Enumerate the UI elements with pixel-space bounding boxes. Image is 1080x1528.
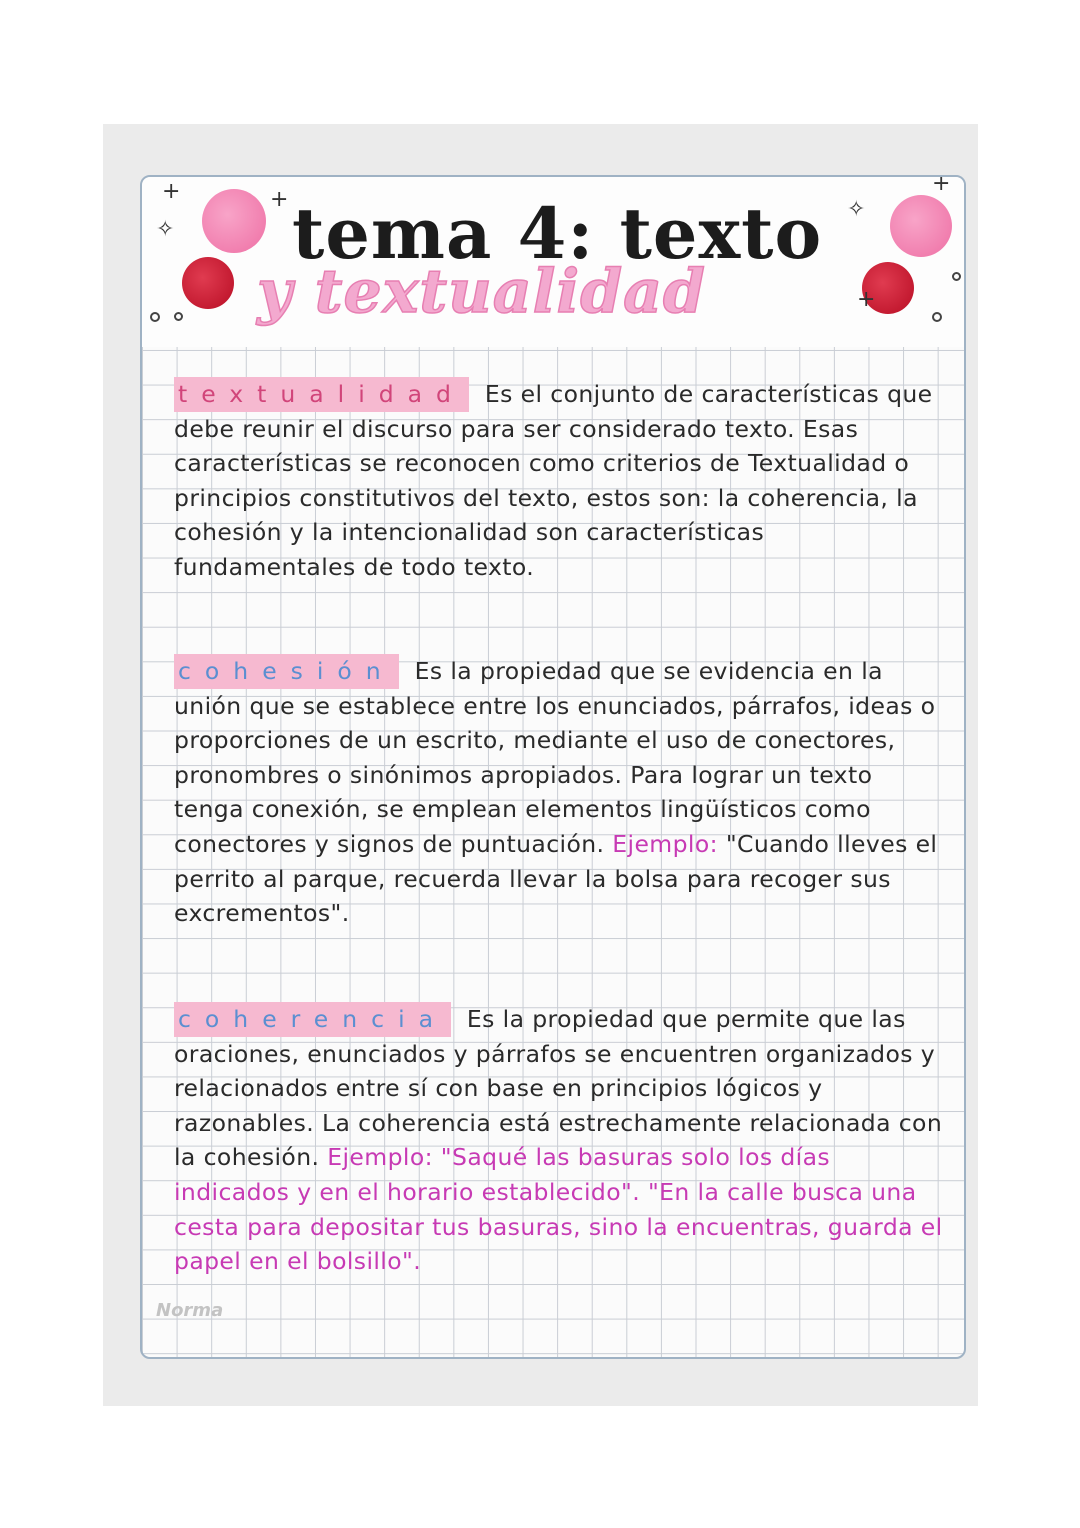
paragraph [174,377,944,585]
notebook-page [140,175,966,1359]
sparkle-icon: + [932,175,951,196]
definition-text: Es el conjunto de características que debe reunir el discurso para ser considerado texto. Esas características se reconocen como criterios de Textualidad o principios constitutivos del texto, estos son: la coherencia, la cohesión y la intencionalidad son características fundamentales de todo texto. [174,380,933,581]
example-label: Ejemplo: [612,829,718,858]
sparkle-icon: ✧ [847,197,866,222]
circle-icon [952,272,961,281]
title-header [142,177,964,347]
pink-dot-left [202,189,266,253]
page-subtitle: y textualidad [257,257,706,327]
term-highlight: textualidad [174,377,469,412]
section-cohesion [174,654,944,931]
example-label: Ejemplo: [327,1143,433,1172]
circle-icon [150,312,160,322]
page-title: tema 4: texto [292,192,823,275]
circle-icon [932,312,942,322]
sparkle-icon: + [270,187,289,212]
section-coherencia [174,1002,944,1279]
circle-icon [174,312,183,321]
sparkle-icon: + [857,287,876,312]
sparkle-icon: + [162,179,181,204]
example-text: "Cuando lleves el perrito al parque, recuerda llevar la bolsa para recoger sus excrementos". [174,829,938,928]
pink-dot-right [890,195,952,257]
paragraph [174,1002,944,1279]
section-textualidad [174,377,944,585]
example-text: "Saqué las basuras solo los días indicados y en el horario establecido". "En la calle busca una cesta para depositar tus basuras, sino la encuentras, guarda el papel en el bolsillo". [174,1143,943,1276]
sparkle-icon: ✧ [156,217,175,242]
definition-text: Es la propiedad que permite que las oraciones, enunciados y párrafos se encuentren organizados y relacionados entre sí con base en principios lógicos y razonables. La coherencia está estrechamente relacionada con la cohesión. [174,1005,943,1172]
red-dot-left [182,257,234,309]
definition-text: Es la propiedad que se evidencia en la unión que se establece entre los enunciados, párrafos, ideas o proporciones de un escrito, mediante el uso de conectores, pronombres o sinónimos apropiados. Para lograr un texto tenga conexión, se emplean elementos lingüísticos como conectores y signos de puntuación. [174,657,936,858]
term-highlight: coherencia [174,1002,451,1037]
paragraph [174,654,944,931]
term-highlight: cohesión [174,654,399,689]
brand-logo: Norma [156,1300,224,1321]
